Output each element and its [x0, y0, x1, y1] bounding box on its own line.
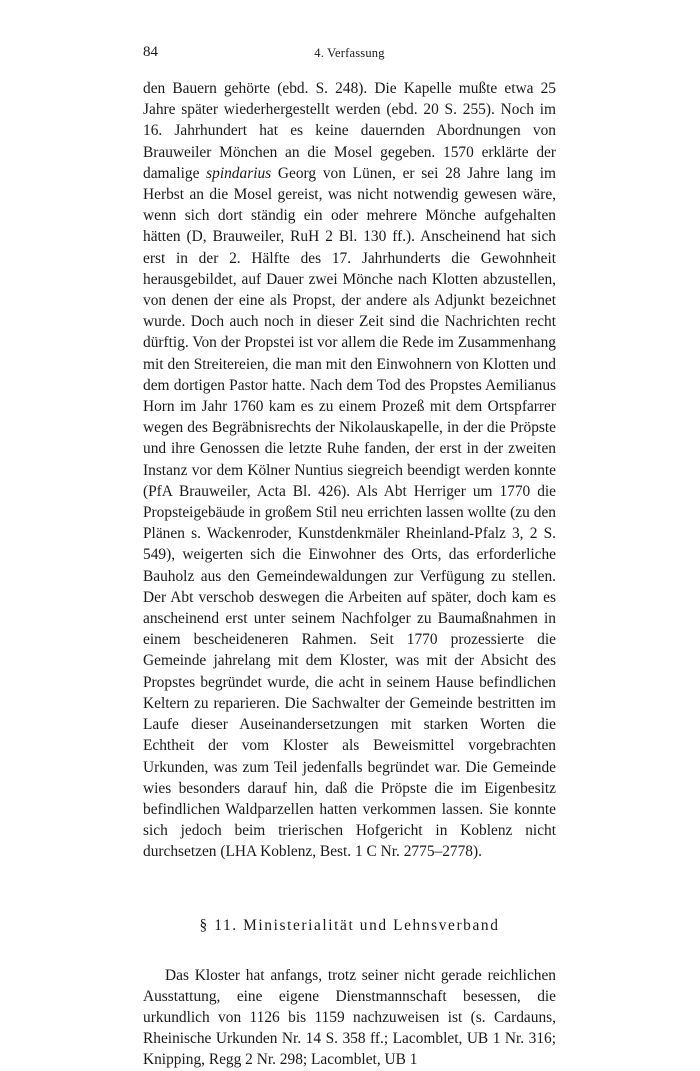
- page-number: 84: [143, 44, 158, 60]
- body-paragraph-2: Das Kloster hat anfangs, trotz seiner nicht gerade reichlichen Ausstattung, eine eigene Dienstmannschaft besessen, die urkundlich von 1126 bis 1159 nachzuweisen ist (s. Cardauns, Rheinische Urkunden Nr. 14 S. 358 ff.; Lacomblet, UB 1 Nr. 316; Knipping, Regg 2 Nr. 298; Lacomblet, UB 1: [143, 966, 556, 1069]
- paragraph-1-text-a: den Bauern gehörte (ebd. S. 248). Die Kapelle mußte etwa 25 Jahre später wiederhergestellt werden (ebd. 20 S. 255). Noch im 16. Jahrhundert hat es keine dauernden Abordnungen von Brauweiler Mönchen an die Mosel gegeben. 1570 erklärte der damalige: [143, 80, 556, 182]
- section-heading: § 11. Ministerialität und Lehnsverband: [199, 916, 500, 934]
- italic-term: spindarius: [206, 164, 272, 182]
- running-head: [143, 44, 556, 64]
- running-title: 4. Verfassung: [314, 46, 385, 60]
- body-paragraph-1: [143, 78, 556, 863]
- document-page: [143, 44, 556, 1071]
- paragraph-1-text-b: Georg von Lünen, er sei 28 Jahre lang im Herbst an die Mosel gereist, was nicht notwendig gewesen wäre, wenn sich dort ständig ein oder mehrere Mönche aufgehalten hätten (D, Brauweiler, RuH 2 Bl. 130 ff.). Anscheinend hat sich erst in der 2. Hälfte des 17. Jahrhunderts die Gewohnheit herausgebildet, auf Dauer zwei Mönche nach Klotten abzustellen, von denen der eine als Propst, der andere als Adjunkt bezeichnet wurde. Doch auch noch in dieser Zeit sind die Nachrichten recht dürftig. Von der Propstei ist vor allem die Rede im Zusammenhang mit den Streitereien, die man mit den Einwohnern von Klotten und dem dortigen Pastor hatte. Nach dem Tod des Propstes Aemilianus Horn im Jahr 1760 kam es zu einem Prozeß mit dem Ortspfarrer wegen des Begräbnisrechts der Nikolauskapelle, in der die Pröpste und ihre Genossen die letzte Ruhe fanden, der erst in der zweiten Instanz vor dem Kölner Nuntius siegreich beendigt werden konnte (PfA Brauweiler, Acta Bl. 426). Als Abt Herriger um 1770 die Propsteigebäude in großem Stil neu errichten lassen wollte (zu den Plänen s. Wackenroder, Kunstdenkmäler Rheinland-Pfalz 3, 2 S. 549), weigerten sich die Einwohner des Orts, das erforderliche Bauholz aus den Gemeindewaldungen zur Verfügung zu stellen. Der Abt verschob deswegen die Arbeiten auf später, doch kam es anscheinend erst unter seinem Nachfolger zu Baumaßnahmen in einem bescheideneren Rahmen. Seit 1770 prozessierte die Gemeinde jahrelang mit dem Kloster, was mit der Absicht des Propstes begründet wurde, die acht in seinem Hause befindlichen Keltern zu reparieren. Die Sachwalter der Gemeinde bestritten im Laufe dieser Auseinandersetzungen mit starken Worten die Echtheit der vom Kloster als Beweismittel vorgebrachten Urkunden, was zum Teil jedenfalls begründet war. Die Gemeinde wies besonders darauf hin, daß die Pröpste die im Eigenbesitz befindlichen Waldparzellen hatten verkommen lassen. Sie konnte sich jedoch beim trierischen Hofgericht in Koblenz nicht durchsetzen (LHA Koblenz, Best. 1 C Nr. 2775–2778).: [143, 164, 556, 861]
